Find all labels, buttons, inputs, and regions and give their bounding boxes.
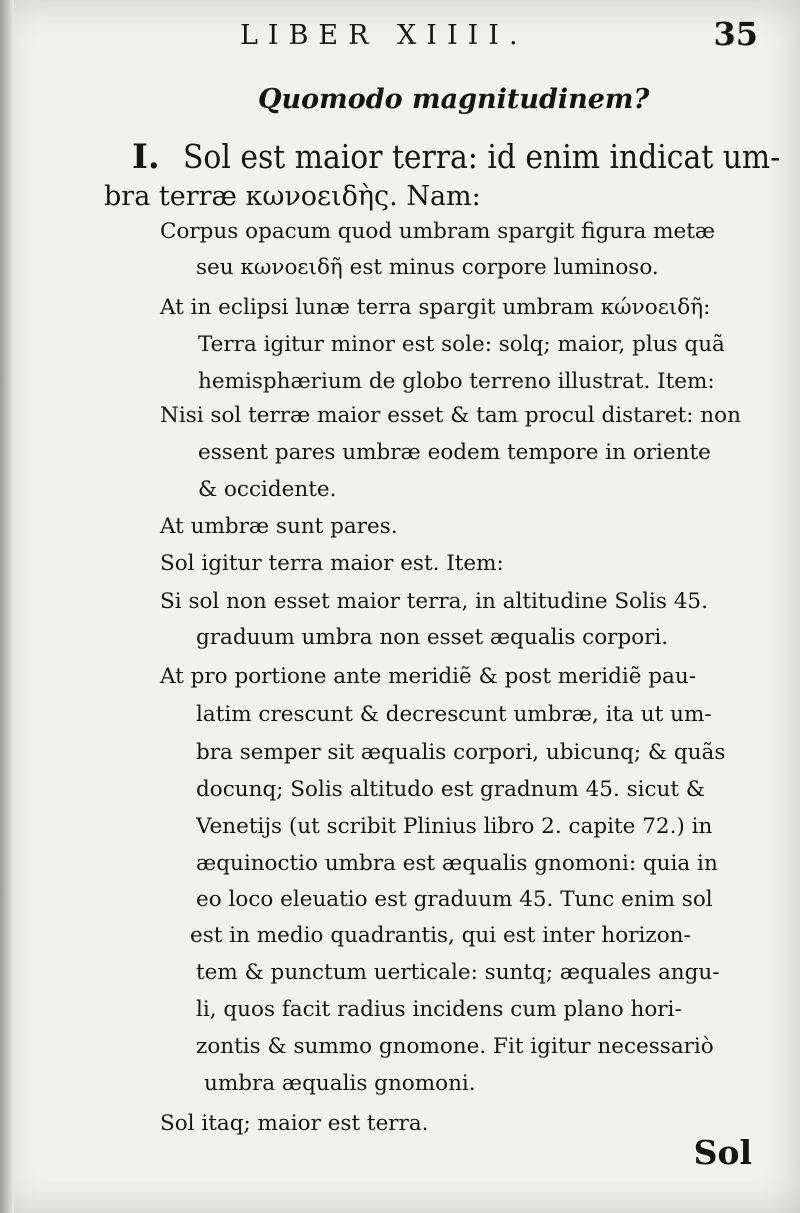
text-line: Sol itaq; maior est terra. — [160, 1111, 429, 1136]
section-numeral: I. — [132, 137, 160, 177]
text-line: At in eclipsi lunæ terra spargit umbram κώνοειδῆ: — [160, 295, 711, 320]
text-line: Terra igitur minor est sole: solq; maior, plus quã — [198, 332, 725, 357]
text-line: At umbræ sunt pares. — [160, 514, 398, 539]
catchword: Sol — [693, 1133, 752, 1172]
text-line: li, quos facit radius incidens cum plano hori- — [196, 997, 682, 1022]
proposition-line-1: Sol est maior terra: id enim indicat um- — [183, 137, 781, 176]
proposition-line-2: bra terræ κωνοειδὴς. Nam: — [104, 181, 481, 212]
text-line: Venetijs (ut scribit Plinius libro 2. capite 72.) in — [196, 814, 713, 839]
text-line: Sol igitur terra maior est. Item: — [160, 551, 504, 576]
text-line: At pro portione ante meridiẽ & post meridiẽ pau- — [160, 664, 696, 689]
text-line: Nisi sol terræ maior esset & tam procul distaret: non — [160, 403, 741, 428]
text-line: Corpus opacum quod umbram spargit figura metæ — [160, 219, 716, 244]
text-line: & occidente. — [198, 477, 337, 502]
text-line: essent pares umbræ eodem tempore in oriente — [198, 440, 711, 465]
section-heading: Quomodo magnitudinem? — [258, 84, 650, 115]
text-line: graduum umbra non esset æqualis corpori. — [196, 625, 669, 650]
text-line: zontis & summo gnomone. Fit igitur necessariò — [196, 1034, 714, 1059]
folio-number: 35 — [713, 15, 758, 53]
text-line: umbra æqualis gnomoni. — [204, 1071, 476, 1096]
text-line: latim crescunt & decrescunt umbræ, ita ut um- — [196, 702, 712, 727]
text-line: Si sol non esset maior terra, in altitudine Solis 45. — [160, 589, 708, 614]
text-line: eo loco eleuatio est graduum 45. Tunc enim sol — [196, 887, 713, 912]
running-head: LIBER XIIII. — [240, 20, 528, 51]
text-line: æquinoctio umbra est æqualis gnomoni: quia in — [196, 851, 718, 876]
text-line: docunq; Solis altitudo est gradnum 45. sicut & — [196, 777, 706, 802]
text-line: bra semper sit æqualis corpori, ubicunq; & quãs — [196, 740, 726, 765]
text-line: est in medio quadrantis, qui est inter horizon- — [190, 923, 691, 948]
text-line: tem & punctum uerticale: suntq; æquales angu- — [196, 960, 720, 985]
text-line: hemisphærium de globo terreno illustrat. Item: — [198, 369, 715, 394]
text-line: seu κωνοειδῆ est minus corpore luminoso. — [196, 255, 659, 280]
page-gutter — [0, 0, 14, 1213]
